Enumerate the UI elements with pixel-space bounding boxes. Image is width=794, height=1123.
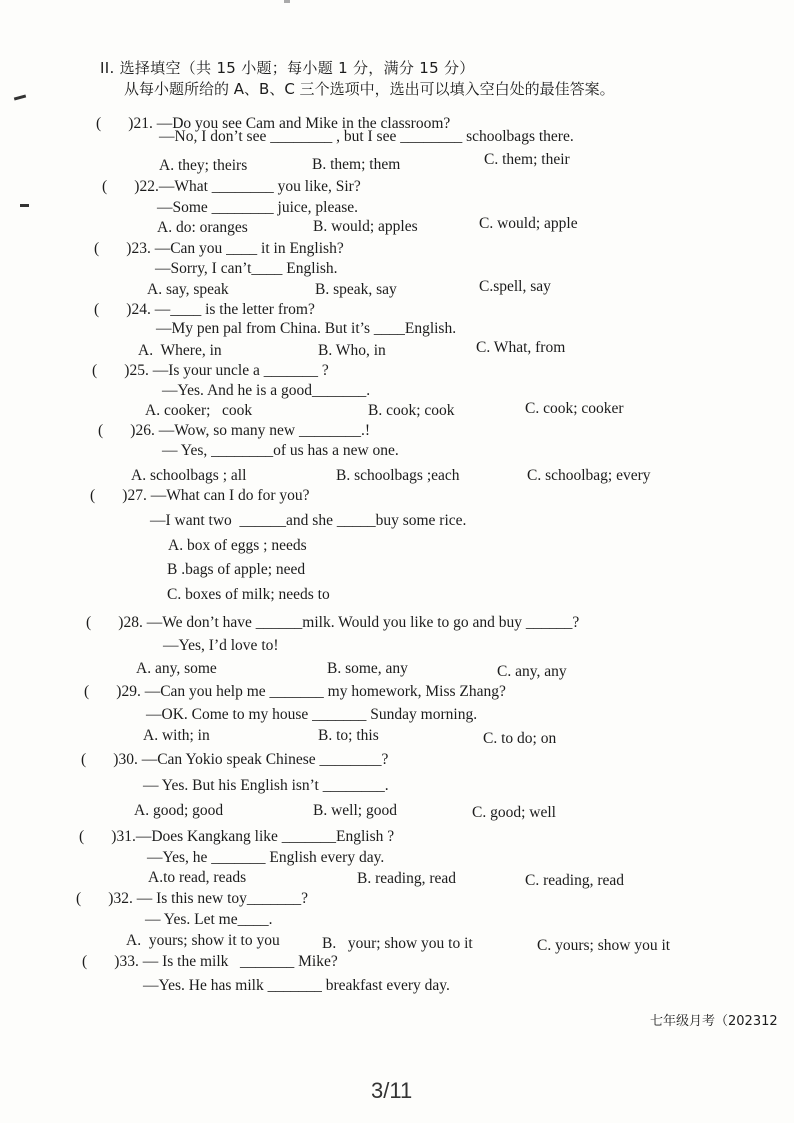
option-b: B. speak, say <box>315 281 397 298</box>
question-32-reply: — Yes. Let me____. <box>145 911 273 928</box>
question-31: ( )31.—Does Kangkang like _______English ? <box>79 828 395 845</box>
option-c: C. good; well <box>472 804 556 821</box>
question-25-reply: —Yes. And he is a good_______. <box>162 382 371 399</box>
option-a: A. cooker; cook <box>145 402 253 419</box>
option-b: B. cook; cook <box>368 402 455 419</box>
question-30: ( )30. —Can Yokio speak Chinese ________? <box>81 751 389 768</box>
question-26-reply: — Yes, ________of us has a new one. <box>162 442 399 459</box>
option-c: C. What, from <box>476 339 566 356</box>
question-22: ( )22.—What ________ you like, Sir? <box>102 178 361 195</box>
question-31-reply: —Yes, he _______ English every day. <box>147 849 385 866</box>
option-a: A.to read, reads <box>148 869 247 886</box>
option-a: A. good; good <box>134 802 224 819</box>
page-number: 3/11 <box>371 1078 413 1103</box>
question-27: ( )27. —What can I do for you? <box>90 487 310 504</box>
question-24: ( )24. —____ is the letter from? <box>94 301 315 318</box>
question-21-reply: —No, I don’t see ________ , but I see ________ schoolbags there. <box>159 128 574 145</box>
option-b: B. well; good <box>313 802 397 819</box>
question-24-reply: —My pen pal from China. But it’s ____English. <box>156 320 457 337</box>
option-c: C. boxes of milk; needs to <box>167 586 330 603</box>
section-heading: II. 选择填空（共 15 小题；每小题 1 分，满分 15 分） <box>100 59 475 77</box>
option-b: B. to; this <box>318 727 379 744</box>
option-c: C. schoolbag; every <box>527 467 651 484</box>
option-a: A. schoolbags ; all <box>131 467 247 484</box>
option-c: C. would; apple <box>479 215 578 232</box>
option-b: B. your; show you to it <box>322 935 473 952</box>
question-32: ( )32. — Is this new toy_______? <box>76 890 309 907</box>
option-b: B. them; them <box>312 156 401 173</box>
question-29-reply: —OK. Come to my house _______ Sunday morning. <box>146 706 478 723</box>
option-c: C.spell, say <box>479 278 551 295</box>
question-25: ( )25. —Is your uncle a _______ ? <box>92 362 329 379</box>
option-c: C. to do; on <box>483 730 557 747</box>
option-b: B. would; apples <box>313 218 418 235</box>
option-c: C. cook; cooker <box>525 400 624 417</box>
option-b: B. reading, read <box>357 870 456 887</box>
option-b: B .bags of apple; need <box>167 561 306 578</box>
option-a: A. do: oranges <box>157 219 248 236</box>
section-instruction: 从每小题所给的 A、B、C 三个选项中，选出可以填入空白处的最佳答案。 <box>124 80 615 98</box>
exam-code: 七年级月考（202312 <box>650 1014 778 1029</box>
option-a: A. box of eggs ; needs <box>168 537 307 554</box>
question-29: ( )29. —Can you help me _______ my homework, Miss Zhang? <box>84 683 506 700</box>
option-b: B. Who, in <box>318 342 386 359</box>
option-a: A. yours; show it to you <box>126 932 280 949</box>
question-28-reply: —Yes, I’d love to! <box>163 637 279 654</box>
question-33-reply: —Yes. He has milk _______ breakfast every day. <box>143 977 450 994</box>
question-33: ( )33. — Is the milk _______ Mike? <box>82 953 338 970</box>
question-30-reply: — Yes. But his English isn’t ________. <box>143 777 389 794</box>
option-a: A. say, speak <box>147 281 229 298</box>
scan-mark <box>284 0 290 3</box>
option-a: A. they; theirs <box>159 157 248 174</box>
question-21: ( )21. —Do you see Cam and Mike in the classroom? <box>96 115 451 132</box>
option-b: B. some, any <box>327 660 408 677</box>
option-a: A. any, some <box>136 660 217 677</box>
scan-mark <box>20 204 29 207</box>
question-23-reply: —Sorry, I can’t____ English. <box>155 260 338 277</box>
option-c: C. reading, read <box>525 872 624 889</box>
option-a: A. with; in <box>143 727 210 744</box>
scan-mark <box>14 94 26 100</box>
option-c: C. yours; show you it <box>537 937 671 954</box>
question-28: ( )28. —We don’t have ______milk. Would you like to go and buy ______? <box>86 614 580 631</box>
question-27-reply: —I want two ______and she _____buy some rice. <box>150 512 467 529</box>
option-c: C. any, any <box>497 663 567 680</box>
question-26: ( )26. —Wow, so many new ________.! <box>98 422 370 439</box>
option-c: C. them; their <box>484 151 570 168</box>
option-a: A. Where, in <box>138 342 222 359</box>
question-23: ( )23. —Can you ____ it in English? <box>94 240 344 257</box>
question-22-reply: —Some ________ juice, please. <box>157 199 359 216</box>
option-b: B. schoolbags ;each <box>336 467 460 484</box>
